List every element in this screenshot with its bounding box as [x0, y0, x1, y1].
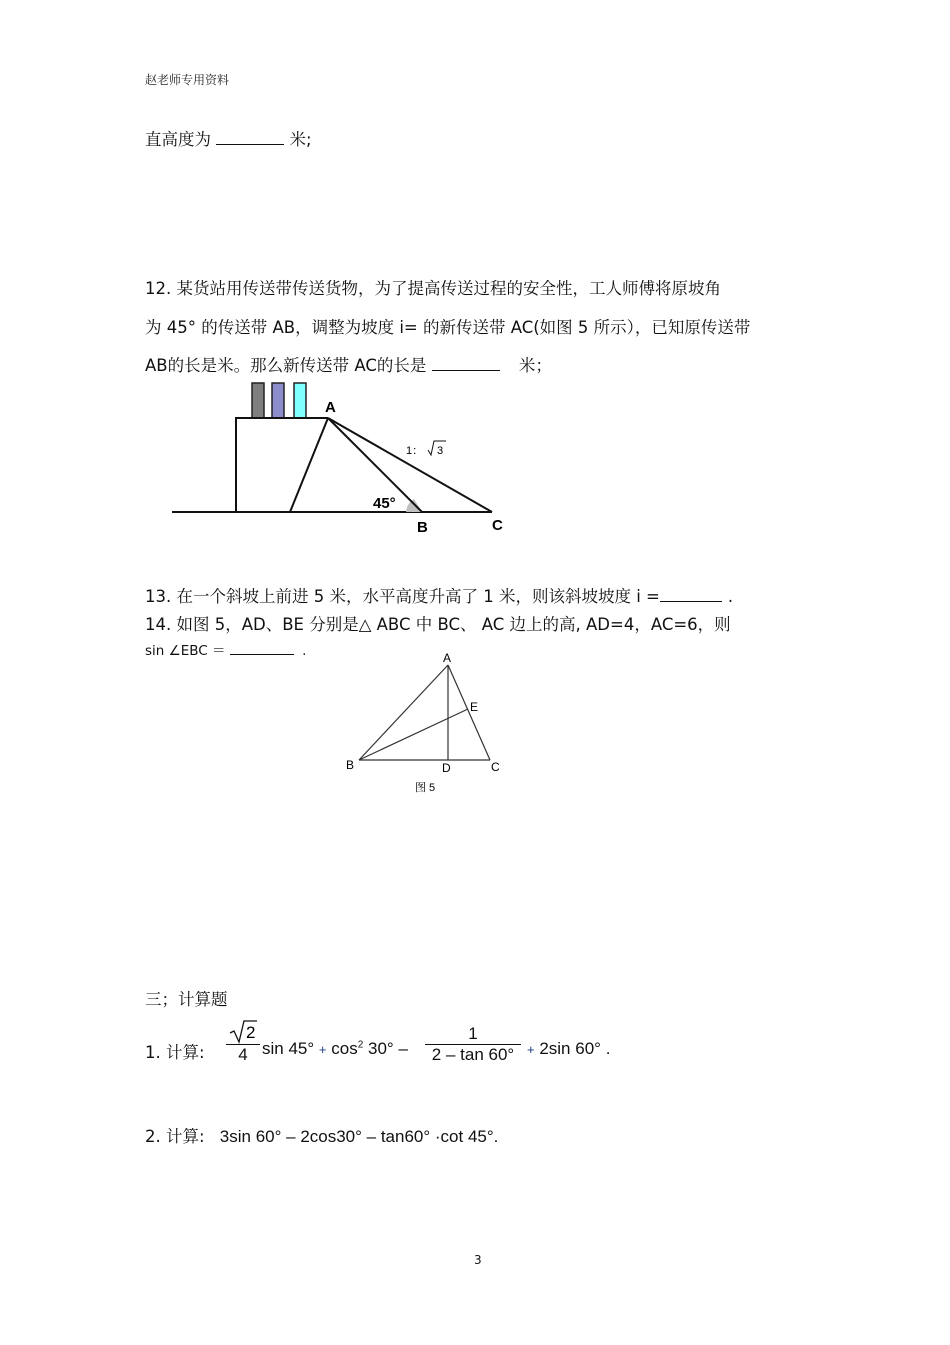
- calc-2-line: [145, 1123, 498, 1147]
- cargo-box-1: [252, 383, 264, 418]
- side-ac: [448, 665, 490, 760]
- calc-1-term-1: [262, 1039, 408, 1059]
- q12-conveyor-figure: [0, 0, 950, 560]
- q13-line: [145, 583, 733, 607]
- q14-line-2-prefix: sin ∠EBC ＝: [145, 643, 226, 659]
- fraction-2-denominator: 2 – tan 60°: [431, 1045, 515, 1064]
- figure-caption: 图 5: [415, 782, 436, 794]
- q12-line-2: 为 45° 的传送带 AB，调整为坡度 i= 的新传送带 AC(如图 5 所示），已知原传送带: [145, 318, 751, 337]
- cargo-box-3: [294, 383, 306, 418]
- q11-suffix: 米;: [289, 130, 312, 149]
- sqrt-radicand: 2: [246, 1023, 256, 1042]
- slope-sqrt-value: 3: [437, 445, 444, 457]
- platform-support: [290, 418, 328, 512]
- calc-1-label: 1. 计算:: [145, 1043, 205, 1062]
- q12-line-3-prefix: AB的长是米。那么新传送带 AC的长是: [145, 356, 427, 375]
- angle-label: 45°: [373, 495, 396, 512]
- altitude-be: [359, 709, 468, 760]
- term-2sin60: 2sin 60°: [539, 1039, 601, 1058]
- vertex-b-label: B: [346, 758, 355, 772]
- sqrt-icon: [228, 1018, 258, 1044]
- calc-1-term-3: [527, 1039, 610, 1059]
- point-b-label: B: [417, 519, 428, 536]
- calc-1-end: .: [605, 1039, 611, 1058]
- q13-suffix: .: [727, 587, 734, 606]
- calc-2-expression: 3sin 60° – 2cos30° – tan60° ·cot 45°.: [219, 1127, 499, 1146]
- fraction-2-numerator: 1: [425, 1024, 521, 1045]
- section-title: 三；计算题: [145, 990, 228, 1009]
- foot-e-label: E: [470, 700, 479, 714]
- calc-1-fraction-1: [226, 1018, 260, 1065]
- term-cos: cos: [331, 1039, 358, 1058]
- foot-d-label: D: [442, 761, 451, 775]
- side-ab: [359, 665, 448, 760]
- q13-prefix: 13. 在一个斜坡上前进 5 米，水平高度升高了 1 米，则该斜坡坡度 i =: [145, 587, 660, 606]
- page-header: 赵老师专用资料: [145, 73, 230, 87]
- page-number: 3: [474, 1253, 482, 1267]
- term-30deg: 30°: [368, 1039, 394, 1058]
- fraction-1-denominator: 4: [238, 1045, 248, 1064]
- point-c-label: C: [492, 517, 503, 534]
- q14-line-1: 14. 如图 5，AD、BE 分别是△ ABC 中 BC、 AC 边上的高, AD=4，AC=6，则: [145, 615, 731, 634]
- plus-sign-2: +: [527, 1042, 535, 1057]
- q14-triangle-figure: [0, 640, 950, 800]
- point-a-label: A: [325, 399, 336, 416]
- q11-prefix: 直高度为: [145, 130, 211, 149]
- platform: [236, 418, 328, 512]
- q12-line-3-suffix: 米；: [518, 356, 552, 375]
- term-sin45: sin 45°: [262, 1039, 315, 1058]
- calc-1-fraction-2: [425, 1024, 521, 1065]
- vertex-c-label: C: [491, 760, 500, 774]
- plus-sign-1: +: [318, 1042, 327, 1057]
- minus-sign: –: [398, 1039, 408, 1058]
- q14-line-2-suffix: .: [302, 643, 307, 659]
- q13-answer-blank: [660, 585, 722, 602]
- exponent-2: 2: [357, 1039, 364, 1051]
- belt-ac: [328, 418, 492, 512]
- fraction-1-numerator: [226, 1018, 260, 1045]
- calc-2-label: 2. 计算:: [145, 1127, 205, 1146]
- slope-label: 1：: [406, 445, 424, 457]
- vertex-a-label: A: [443, 651, 452, 665]
- q12-line-1: 12. 某货站用传送带传送货物，为了提高传送过程的安全性，工人师傅将原坡角: [145, 279, 721, 298]
- cargo-box-2: [272, 383, 284, 418]
